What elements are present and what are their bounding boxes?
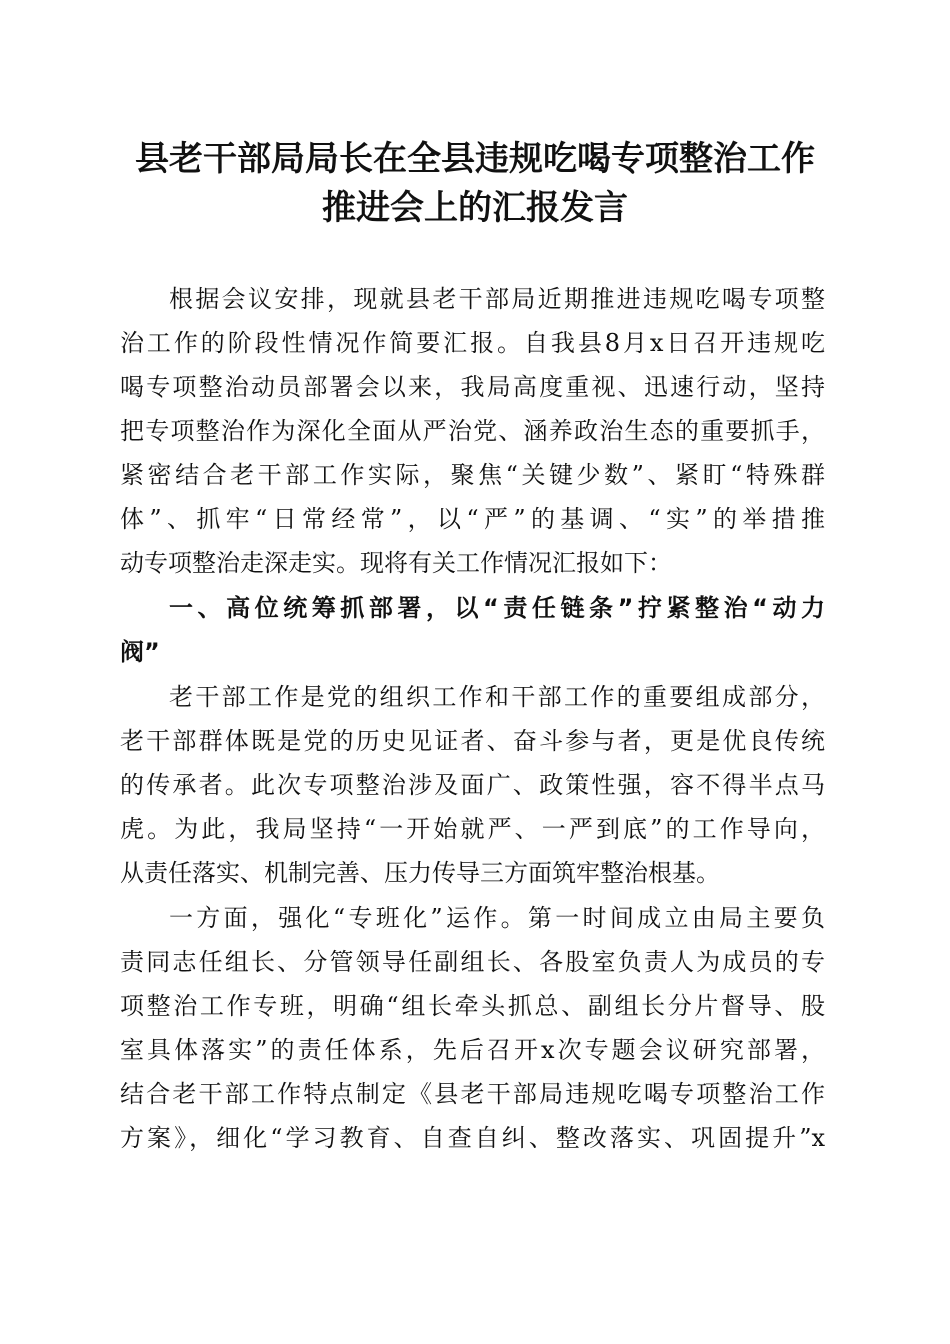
paragraph-line: 方案》，细化“学习教育、自查自纠、整改落实、巩固提升”x — [120, 1124, 825, 1152]
paragraph-line: 虎。为此，我局坚持“一开始就严、一严到底”的工作导向， — [120, 815, 825, 843]
paragraph-line: 喝专项整治动员部署会以来，我局高度重视、迅速行动，坚持 — [120, 373, 825, 401]
paragraph-line: 结合老干部工作特点制定《县老干部局违规吃喝专项整治工作 — [120, 1080, 825, 1108]
paragraph-line: 老干部工作是党的组织工作和干部工作的重要组成部分， — [169, 683, 825, 711]
paragraph-line: 项整治工作专班，明确“组长牵头抓总、副组长分片督导、股 — [120, 992, 825, 1020]
document-title-line-2: 推进会上的汇报发言 — [322, 188, 628, 228]
paragraph-line: 把专项整治作为深化全面从严治党、涵养政治生态的重要抓手， — [120, 417, 825, 445]
section-heading-line: 一、高位统筹抓部署，以“责任链条”拧紧整治“动力 — [169, 594, 825, 622]
paragraph-line: 动专项整治走深走实。现将有关工作情况汇报如下： — [120, 549, 672, 577]
paragraph-line: 从责任落实、机制完善、压力传导三方面筑牢整治根基。 — [120, 859, 720, 887]
paragraph-line: 室具体落实”的责任体系，先后召开x次专题会议研究部署， — [120, 1036, 825, 1064]
paragraph-line: 老干部群体既是党的历史见证者、奋斗参与者，更是优良传统 — [120, 727, 825, 755]
paragraph-line: 紧密结合老干部工作实际，聚焦“关键少数”、紧盯“特殊群 — [120, 461, 825, 489]
paragraph-line: 责同志任组长、分管领导任副组长、各股室负责人为成员的专 — [120, 948, 825, 976]
document-title-line-1: 县老干部局局长在全县违规吃喝专项整治工作 — [135, 139, 815, 179]
paragraph-line: 根据会议安排，现就县老干部局近期推进违规吃喝专项整 — [169, 285, 825, 313]
paragraph-line: 一方面，强化“专班化”运作。第一时间成立由局主要负 — [169, 904, 825, 932]
section-heading-line: 阀” — [120, 638, 160, 666]
paragraph-line: 的传承者。此次专项整治涉及面广、政策性强，容不得半点马 — [120, 771, 825, 799]
paragraph-line: 治工作的阶段性情况作简要汇报。自我县8月x日召开违规吃 — [120, 329, 825, 357]
paragraph-line: 体”、抓牢“日常经常”，以“严”的基调、“实”的举措推 — [120, 505, 825, 533]
